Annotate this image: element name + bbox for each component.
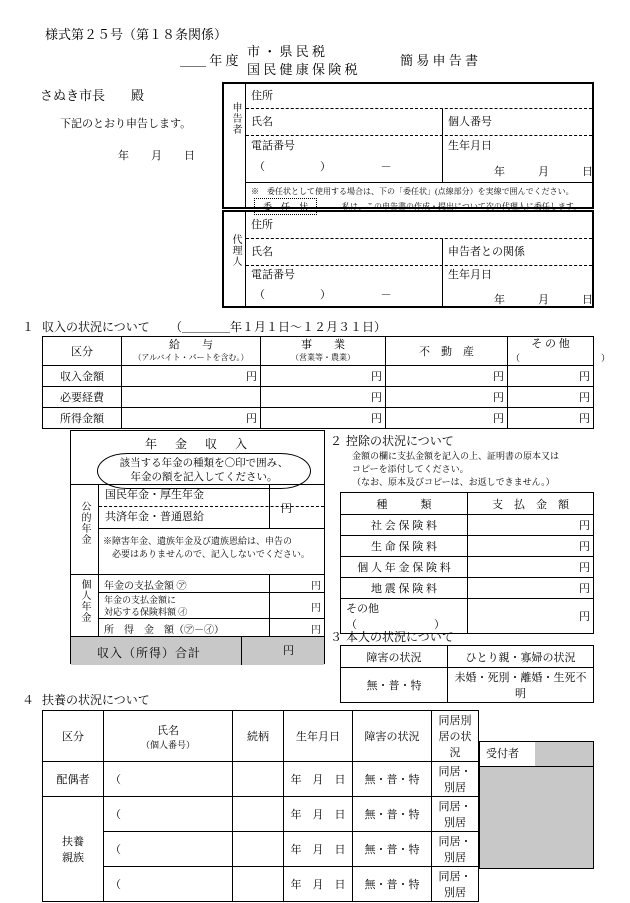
income-table-header-row [43,337,594,366]
private-pension-row-3[interactable] [99,619,324,637]
income-col-business [261,337,386,366]
pension-title: 年 金 収 入 [144,437,250,451]
income-col-salary-sub: （アルバイト・パートを含む。） [133,353,249,363]
dep-row-1-name[interactable]: （ [104,762,233,797]
applicant-birth-value[interactable]: 年 月 日 [494,166,593,178]
income-cell-2-4[interactable]: 円 [508,387,594,408]
income-cell-3-4[interactable]: 円 [508,408,594,429]
applicant-side-label-text: 申告者 [230,102,241,135]
private-pension-side-label [71,575,99,636]
dep-row-4-birth[interactable]: 年 月 日 [284,867,353,902]
income-row-label-2: 必要経費 [43,387,122,408]
tax-type-line1: 市 ・ 県 民 税 [247,44,326,59]
agent-name-label: 氏名 [251,246,273,258]
income-col-realestate: 不 動 産 [386,337,508,366]
public-pension-row-1-label: 国民年金・厚生年金 [105,489,204,501]
dep-row-2-birth[interactable]: 年 月 日 [284,797,353,832]
public-pension-area [71,485,324,575]
table-row [341,668,594,703]
dep-row-1-kubun: 配偶者 [43,762,104,797]
applicant-mynumber-label: 個人番号 [448,116,492,128]
income-row-label-3: 所得金額 [43,408,122,429]
self-status-grid [340,645,594,703]
agent-block [222,210,594,308]
dep-col-name-line2: （個人番号） [140,739,195,750]
section3-title: 本人の状況について [346,630,454,644]
self-status-header-row [341,646,594,668]
deduction-row-label-5[interactable]: その他（ ） [341,599,468,634]
submit-date-field[interactable]: 年 月 日 [118,150,195,162]
receipt-label-fill [535,742,593,766]
section4-number: ４ [22,693,35,707]
income-col-business-label: 事 業 [301,339,345,351]
agent-address-label: 住所 [251,219,273,231]
public-pension-unit: 円 [281,503,292,515]
receipt-box [479,741,594,869]
self-status-col-single-parent: ひとり親・寡婦の状況 [448,646,594,668]
dep-kubun-fuyo [43,797,104,902]
section2-note-line1: 金額の欄に支払金額を記入の上、証明書の原本又は [352,451,560,461]
dep-row-3-name[interactable]: （ [104,832,233,867]
deduction-row-label-3: 個 人 年 金 保 険 料 [341,557,468,578]
table-row [43,387,594,408]
applicant-block [222,82,594,212]
income-cell-3-3[interactable]: 円 [386,408,508,429]
income-cell-1-1[interactable]: 円 [122,366,261,387]
income-col-business-sub: （営業等・農業） [291,353,355,363]
income-col-other-sub[interactable]: （ ） [511,353,611,364]
applicant-phone-value[interactable]: （ ） － [254,161,392,173]
section1-title: 収入の状況について [42,320,150,334]
section4-title: 扶養の状況について [42,693,150,707]
deduction-col-type: 種 類 [341,493,468,515]
dep-col-relation: 続柄 [233,711,284,762]
dep-row-3-living[interactable]: 同居・別居 [432,832,479,867]
section1-period[interactable]: （＿＿＿＿年１月１日～１２月３１日） [170,320,387,334]
dep-col-birth: 生年月日 [284,711,353,762]
proxy-stamp-box[interactable]: 委 任 状 [254,198,317,215]
income-col-other-label: そ の 他 [531,338,570,350]
applicant-phone-row[interactable] [246,136,592,158]
income-table-grid [42,336,611,429]
dependents-table [42,710,479,899]
private-pension-row-1-label: 年金の支払金額 ㋐ [104,581,187,592]
income-cell-3-2[interactable]: 円 [261,408,386,429]
dep-row-2-living[interactable]: 同居・別居 [432,797,479,832]
form-number: 様式第２５号（第１８条関係） [45,27,228,42]
agent-birth-value[interactable]: 年 月 日 [494,294,593,306]
income-cell-2-2[interactable]: 円 [261,387,386,408]
applicant-phone-value-row[interactable] [246,158,592,183]
applicant-name-row[interactable] [246,109,592,136]
pension-block [70,430,325,664]
section3-number: ３ [330,630,343,644]
agent-relation-label: 申告者との関係 [448,246,525,258]
agent-phone-label: 電話番号 [251,269,295,281]
agent-side-label [224,212,246,306]
private-pension-row-3-label: 所 得 金 額（㋐－㋑） [104,625,224,636]
income-col-other [508,337,611,366]
income-cell-1-2[interactable]: 円 [261,366,386,387]
section2-title: 控除の状況について [346,434,454,448]
dep-row-4-living[interactable]: 同居・別居 [432,867,479,902]
public-pension-note-line1: ※障害年金、遺族年金及び遺族恩給は、申告の [103,536,293,546]
income-cell-1-4[interactable]: 円 [508,366,594,387]
public-pension-note [103,535,310,561]
proxy-note-line1: ※ 委任状として使用する場合は、下の「委任状」(点線部分）を実線で囲んでください。 [251,187,574,196]
public-pension-side-label [71,485,99,574]
agent-phone-value[interactable]: （ ） － [254,289,392,301]
table-row [341,515,594,536]
private-pension-row-2[interactable] [99,593,324,619]
table-row [43,408,594,429]
divider [442,239,444,265]
divider [442,266,444,286]
divider [241,637,243,665]
deduction-row-label-4: 地 震 保 険 料 [341,578,468,599]
divider [442,109,444,135]
dep-row-2-relation[interactable] [233,797,284,832]
income-col-salary-label: 給 与 [169,339,213,351]
dep-row-1-birth[interactable]: 年 月 日 [284,762,353,797]
dep-row-3-relation[interactable] [233,832,284,867]
income-row-label-1: 収入金額 [43,366,122,387]
deduction-row-label-1: 社 会 保 険 料 [341,515,468,536]
pension-total-unit: 円 [283,645,294,657]
table-row [341,578,594,599]
private-pension-row-2-unit: 円 [311,603,321,614]
agent-name-row[interactable] [246,239,592,266]
pension-title-area [71,431,324,485]
applicant-address-row[interactable] [246,84,592,109]
declaration-text: 下記のとおり申告します。 [60,118,192,130]
income-cell-2-3[interactable]: 円 [386,387,508,408]
dep-row-4-relation[interactable] [233,867,284,902]
dep-col-disability: 障害の状況 [353,711,432,762]
deduction-col-amount: 支 払 金 額 [468,493,594,515]
dep-row-2-disability[interactable]: 無・普・特 [353,797,432,832]
private-pension-side-label-text: 個人年金 [79,579,90,623]
divider [442,157,444,183]
agent-address-row[interactable] [246,212,592,239]
tax-type-line2: 国 民 健 康 保 険 税 [247,62,358,77]
income-table [42,336,611,426]
deduction-row-value-5[interactable]: 円 [468,599,594,634]
private-pension-area [71,575,324,637]
deduction-header-row [341,493,594,515]
divider [269,619,271,637]
pension-instruction-bubble [97,453,311,489]
applicant-birth-label: 生年月日 [448,140,492,152]
income-col-kubun: 区分 [43,337,122,366]
table-row [341,536,594,557]
dep-col-name [104,711,233,762]
deduction-table-grid [340,492,594,634]
pension-total-label: 収入（所得）合計 [97,646,202,660]
table-row [341,557,594,578]
receipt-label: 受付者 [486,748,519,760]
dependents-grid [42,710,479,902]
dep-col-name-line1: 氏名 [157,724,179,737]
dep-kubun-fuyo-line2: 親族 [62,852,84,864]
self-status-col-disability: 障害の状況 [341,646,448,668]
dep-row-1-relation[interactable] [233,762,284,797]
agent-birth-label: 生年月日 [448,269,492,281]
divider [269,593,271,618]
divider [442,286,444,306]
proxy-note [246,183,592,212]
deduction-row-value-3[interactable]: 円 [468,557,594,578]
document-title: 簡 易 申 告 書 [400,53,479,68]
applicant-name-label: 氏名 [251,116,273,128]
section2-number: ２ [330,434,343,448]
private-pension-row-2-label: 年金の支払金額に 対応する保険料額 ㋑ [104,595,188,617]
section1-number: １ [22,320,35,334]
private-pension-row-3-unit: 円 [311,625,321,636]
deduction-row-label-2: 生 命 保 険 料 [341,536,468,557]
dep-kubun-fuyo-line1: 扶養 [62,836,84,848]
divider [269,575,271,592]
section2-note-line2: コピーを添付してください。 [352,464,469,475]
applicant-side-label [224,84,246,207]
agent-phone-value-row[interactable] [246,286,592,306]
dependents-header-row [43,711,479,762]
applicant-phone-label: 電話番号 [251,140,295,152]
receipt-stamp-area[interactable] [480,767,593,868]
dep-row-2-name[interactable]: （ [104,797,233,832]
public-pension-row-2-label: 共済年金・普通恩給 [105,511,204,523]
public-pension-side-label-text: 公的年金 [79,501,90,545]
agent-side-label-text: 代理人 [230,234,241,267]
deduction-table [340,492,594,631]
income-cell-2-1[interactable] [122,387,261,408]
deduction-row-value-2[interactable]: 円 [468,536,594,557]
addressee: さぬき市長 殿 [40,88,145,103]
deduction-row-value-1[interactable]: 円 [468,515,594,536]
dep-row-4-name[interactable]: （ [104,867,233,902]
fiscal-year-field[interactable]: ＿＿ 年 度 [180,53,239,68]
private-pension-row-1-unit: 円 [311,581,321,592]
self-status-table [340,645,594,700]
dep-row-3-disability[interactable]: 無・普・特 [353,832,432,867]
self-status-value-disability[interactable]: 無・普・特 [341,668,448,703]
dep-row-1-living[interactable]: 同居・別居 [432,762,479,797]
dep-row-3-birth[interactable]: 年 月 日 [284,832,353,867]
dep-row-4-disability[interactable]: 無・普・特 [353,867,432,902]
table-row [43,797,479,832]
table-row [43,366,594,387]
self-status-value-single-parent[interactable]: 未婚・死別・離婚・生死不明 [448,668,594,703]
divider [442,136,444,158]
dep-col-kubun: 区分 [43,711,104,762]
private-pension-row-1[interactable] [99,575,324,593]
receipt-label-row [480,742,593,767]
table-row [43,832,479,867]
dep-col-living: 同居別居の状況 [432,711,479,762]
agent-phone-row[interactable] [246,266,592,286]
pension-instruction-line1: 該当する年金の種類を〇印で囲み、 [119,458,289,469]
table-row [43,762,479,797]
income-cell-1-3[interactable]: 円 [386,366,508,387]
table-row [43,867,479,902]
dep-row-1-disability[interactable]: 無・普・特 [353,762,432,797]
pension-total-row[interactable] [71,637,324,665]
section2-note [352,450,559,489]
income-col-salary [122,337,261,366]
public-pension-note-line2: 必要はありませんので、記入しないでください。 [103,549,310,560]
income-cell-3-1[interactable]: 円 [122,408,261,429]
proxy-note-line2: 私は、この申告書の作成・提出について次の代理人に委任します。 [342,202,582,211]
pension-instruction-line2: 年金の額を記入してください。 [130,472,278,484]
applicant-address-label: 住所 [251,90,273,102]
section2-note-line3: （なお、原本及びコピーは、お返しできません。） [352,477,555,488]
deduction-row-value-4[interactable]: 円 [468,578,594,599]
